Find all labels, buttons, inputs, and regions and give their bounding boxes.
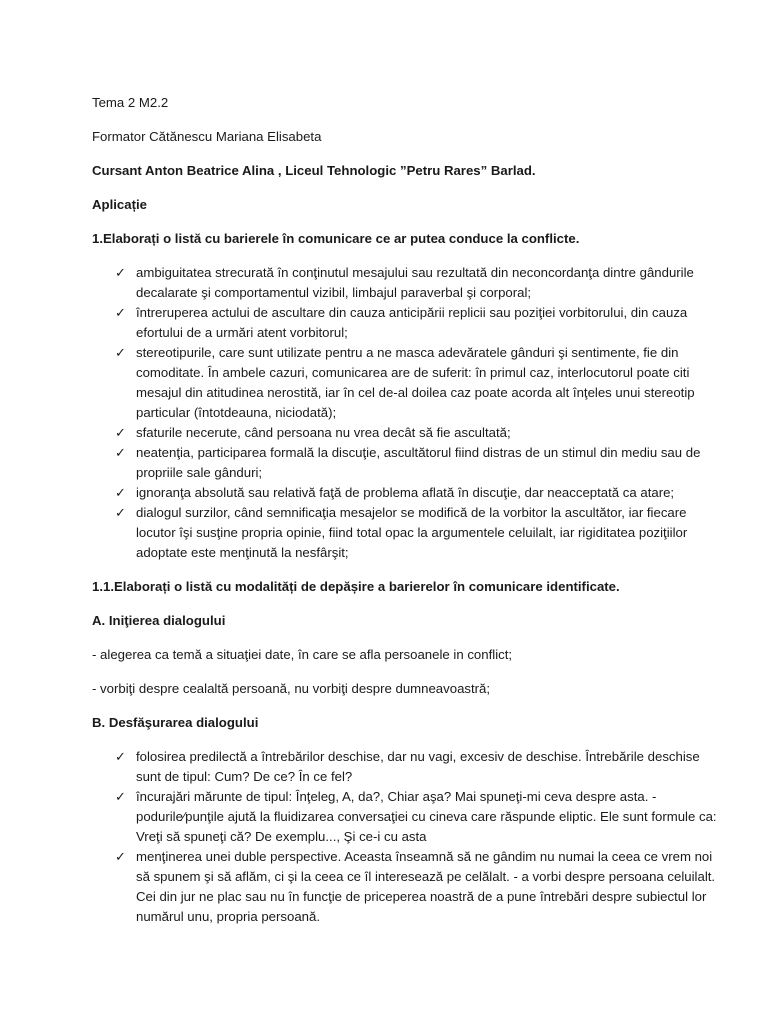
checkmark-icon: ✓ [115,305,126,320]
list-item [115,847,728,927]
barriers-list [92,263,728,563]
part-a-line-2: - vorbiţi despre cealaltă persoană, nu vorbiţi despre dumneavoastră; [92,681,491,696]
checkmark-icon: ✓ [115,345,126,360]
part-b-heading: B. Desfăşurarea dialogului [92,715,259,730]
checkmark-icon: ✓ [115,749,126,764]
list-item-text: folosirea predilectă a întrebărilor deschise, dar nu vagi, excesiv de deschise. Întrebările deschise sunt de tipul: Cum? De ce? În ce fel? [136,749,700,784]
section-heading: Aplicație [92,197,147,212]
checkmark-icon: ✓ [115,265,126,280]
checkmark-icon: ✓ [115,445,126,460]
task1-title: 1.Elaborați o listă cu barierele în comunicare ce ar putea conduce la conflicte. [92,231,580,246]
list-item [115,303,728,343]
list-item [115,787,728,847]
checkmark-icon: ✓ [115,425,126,440]
list-item-text: menţinerea unei duble perspective. Aceasta înseamnă să ne gândim nu numai la ceea ce vrem noi să spunem şi să aflăm, ci şi la ceea ce îl interesează pe celălalt. - a vorbi despre persoana celuilalt. Cei din jur ne plac sau nu în funcţie de priceperea noastră de a pune întrebări despre subiectul lor numărul unu, propria persoană. [136,849,716,924]
list-item-text: neatenţia, participarea formală la discuţie, ascultătorul fiind distras de un stimul din mediu sau de propriile sale gânduri; [136,445,701,480]
student-line: Cursant Anton Beatrice Alina , Liceul Tehnologic ”Petru Rares” Barlad. [92,163,536,178]
list-item-text: întreruperea actului de ascultare din cauza anticipării replicii sau poziţiei vorbitorului, din cauza efortului de a urmări atent vorbitorul; [136,305,688,340]
list-item [115,503,728,563]
list-item [115,343,728,423]
list-item [115,423,728,443]
checkmark-icon: ✓ [115,789,126,804]
list-item-text: sfaturile necerute, când persoana nu vrea decât să fie ascultată; [136,425,511,440]
checkmark-icon: ✓ [115,849,126,864]
list-item [115,263,728,303]
list-item [115,747,728,787]
list-item [115,483,728,503]
dialogue-list [92,747,728,927]
trainer-line: Formator Cătănescu Mariana Elisabeta [92,129,322,144]
checkmark-icon: ✓ [115,485,126,500]
task2-title: 1.1.Elaborați o listă cu modalități de depășire a barierelor în comunicare identificate. [92,579,620,594]
list-item-text: încurajări mărunte de tipul: Înţeleg, A, da?, Chiar aşa? Mai spuneţi-mi ceva despre asta. - podurile⁄punţile ajută la fluidizarea conversaţiei cu cineva care răspunde eliptic. Ele sunt formule ca: Vreţi să spuneţi că? De exemplu..., Şi ce-i cu asta [136,789,717,844]
list-item-text: ambiguitatea strecurată în conţinutul mesajului sau rezultată din neconcordanţa dintre gândurile decalarate şi comportamentul vizibil, limbajul paraverbal şi corporal; [136,265,694,300]
part-a-heading: A. Iniţierea dialogului [92,613,226,628]
list-item [115,443,728,483]
theme-line: Tema 2 M2.2 [92,95,169,110]
list-item-text: dialogul surzilor, când semnificaţia mesajelor se modifică de la vorbitor la ascultător, iar fiecare locutor îşi susţine propria opinie, fiind total opac la argumentele celuilalt, iar rigiditatea poziţiilor adoptate este menţinută la nesfârşit; [136,505,688,560]
list-item-text: ignoranţa absolută sau relativă faţă de problema aflată în discuţie, dar neacceptată ca atare; [136,485,675,500]
list-item-text: stereotipurile, care sunt utilizate pentru a ne masca adevăratele gânduri şi sentimente, fie din comoditate. În ambele cazuri, comunicarea are de suferit: în primul caz, interlocutorul poate citi mesajul din atitudinea nerostită, iar în cel de-al doilea caz poate acorda alt înţeles unui stereotip particular (întotdeauna, niciodată); [136,345,695,420]
part-a-line-1: - alegerea ca temă a situaţiei date, în care se afla persoanele in conflict; [92,647,513,662]
checkmark-icon: ✓ [115,505,126,520]
